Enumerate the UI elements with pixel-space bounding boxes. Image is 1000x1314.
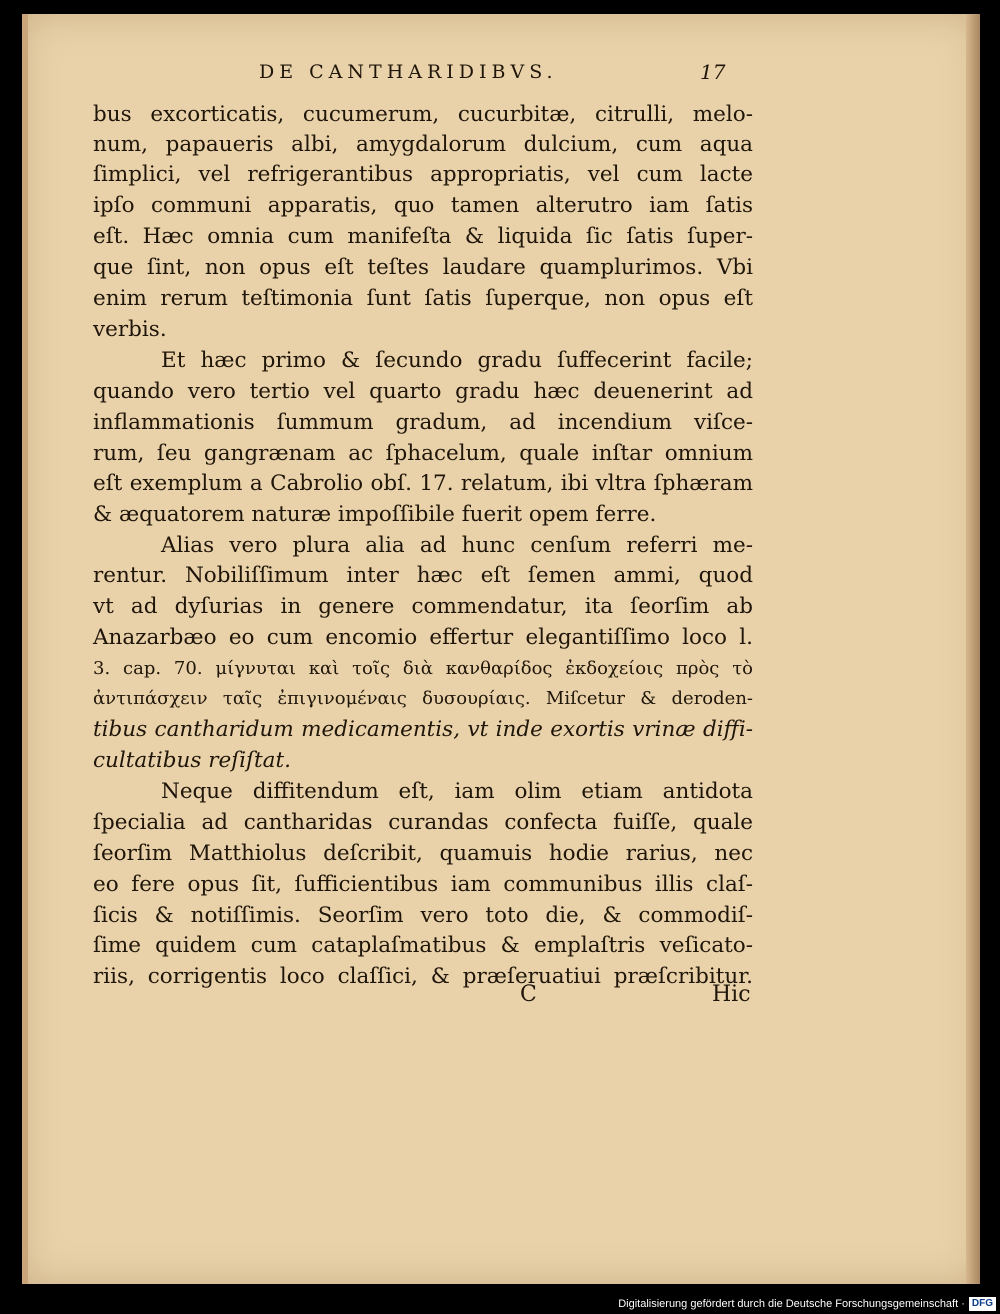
text-line: Et hæc primo & ſecundo gradu ſuffecerint facile; — [161, 348, 753, 373]
text-line: enim rerum teſtimonia ſunt ſatis ſuperque, non opus eſt — [93, 286, 753, 311]
text-line: ſeorſim Matthiolus deſcribit, quamuis hodie rarius, nec — [93, 841, 753, 866]
text-line: tibus cantharidum medicamentis, vt inde exortis vrinæ diffi- — [93, 717, 753, 742]
text-line: cultatibus reſiſtat. — [93, 748, 291, 773]
dfg-logo: DFG — [969, 1297, 996, 1311]
text-line: quando vero tertio vel quarto gradu hæc deuenerint ad — [93, 379, 753, 404]
text-line: ſpecialia ad cantharidas curandas confecta fuiſſe, quale — [93, 810, 753, 835]
text-line: verbis. — [93, 317, 167, 342]
text-line: eo fere opus ſit, ſufficientibus iam communibus illis claſ- — [93, 872, 753, 897]
page-left-edge — [22, 14, 28, 1284]
text-line: & æquatorem naturæ impoſſibile fuerit opem ferre. — [93, 502, 657, 527]
text-line: bus excorticatis, cucumerum, cucurbitæ, citrulli, melo- — [93, 102, 753, 127]
text-line: rum, ſeu gangrænam ac ſphacelum, quale inſtar omnium — [93, 441, 753, 466]
running-head: DE CANTHARIDIBVS. — [259, 61, 558, 83]
text-line: riis, corrigentis loco claſſici, & præſeruatiui præſcribitur. — [93, 964, 753, 989]
text-line: vt ad dyſurias in genere commendatur, ita ſeorſim ab — [93, 594, 753, 619]
text-line: que ſint, non opus eſt teſtes laudare quamplurimos. Vbi — [93, 255, 753, 280]
text-line: ſimplici, vel refrigerantibus appropriatis, vel cum lacte — [93, 162, 753, 187]
greek-text-line: ἀντιπάσχειν ταῖς ἐπιγινομέναις δυσουρίαις. Miſcetur & deroden- — [93, 688, 753, 709]
text-line: Neque diffitendum eſt, iam olim etiam antidota — [161, 779, 753, 804]
greek-text-line: 3. cap. 70. μίγνυται καὶ τοῖς διὰ κανθαρίδος ἐκδοχείοις πρὸς τὸ — [93, 658, 753, 679]
catchword: Hic — [712, 982, 751, 1007]
text-line: ſime quidem cum cataplaſmatibus & emplaſtris veſicato- — [93, 933, 753, 958]
funding-credit: Digitalisierung gefördert durch die Deutsche Forschungsgemeinschaft · — [618, 1298, 965, 1310]
text-line: Alias vero plura alia ad hunc cenſum referri me- — [161, 533, 753, 558]
text-line: num, papaueris albi, amygdalorum dulcium, cum aqua — [93, 132, 753, 157]
text-line: rentur. Nobiliſſimum inter hæc eſt ſemen ammi, quod — [93, 563, 753, 588]
text-line: eſt exemplum a Cabrolio obſ. 17. relatum, ibi vltra ſphæram — [93, 471, 753, 496]
page-number: 17 — [700, 60, 726, 84]
signature-mark: C — [520, 982, 537, 1007]
text-line: Anazarbæo eo cum encomio effertur elegantiſſimo loco l. — [93, 625, 753, 650]
text-line: inflammationis ſummum gradum, ad incendium viſce- — [93, 410, 753, 435]
digitization-footer — [618, 1294, 996, 1314]
text-line: eſt. Hæc omnia cum manifeſta & liquida ſic ſatis ſuper- — [93, 224, 753, 249]
text-line: ipſo communi apparatis, quo tamen alterutro iam ſatis — [93, 193, 753, 218]
page-right-edge — [966, 14, 980, 1284]
text-line: ſicis & notiſſimis. Seorſim vero toto die, & commodiſ- — [93, 903, 753, 928]
